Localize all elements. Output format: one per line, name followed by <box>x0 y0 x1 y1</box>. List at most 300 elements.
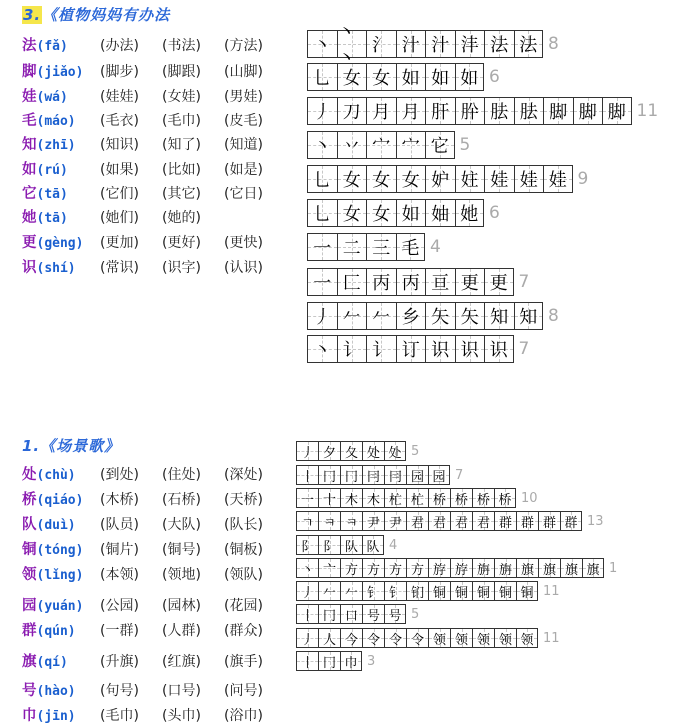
vocab-character: 桥 <box>22 492 37 508</box>
stroke-glyph: 尹 <box>366 515 380 531</box>
vocab-word: (她的) <box>162 210 201 226</box>
stroke-glyph: 女 <box>372 204 391 225</box>
stroke-cell <box>366 165 396 193</box>
stroke-glyph: 铜 <box>520 585 534 601</box>
stroke-glyph: 铜 <box>476 585 490 601</box>
stroke-count: 5 <box>459 135 471 155</box>
stroke-glyph: 冂 <box>322 655 336 671</box>
stroke-count: 5 <box>411 606 420 622</box>
stroke-glyph: 刀 <box>342 102 361 123</box>
stroke-glyph: 斿 <box>454 562 468 578</box>
stroke-cell <box>602 97 632 125</box>
stroke-glyph: ㅋ <box>323 515 336 531</box>
stroke-glyph: 令 <box>366 632 380 648</box>
stroke-glyph: 讠 <box>372 340 391 361</box>
vocab-row <box>22 233 263 253</box>
vocab-character: 更 <box>22 235 37 251</box>
vocab-word: (到处) <box>100 467 139 483</box>
vocab-word: (铜片) <box>100 542 139 558</box>
vocab-word: (办法) <box>100 38 139 54</box>
stroke-glyph: 丿 <box>313 102 332 123</box>
stroke-glyph: 园 <box>410 469 424 485</box>
stroke-glyph: 如 <box>431 68 450 89</box>
stroke-glyph: 木 <box>344 492 358 508</box>
stroke-cell <box>340 511 362 531</box>
stroke-glyph: 肝 <box>431 102 450 123</box>
stroke-glyph: 女 <box>372 68 391 89</box>
stroke-glyph: 识 <box>489 340 508 361</box>
stroke-cell <box>340 604 362 624</box>
vocab-row <box>22 515 263 535</box>
stroke-glyph: 尹 <box>388 515 402 531</box>
stroke-cell <box>337 335 367 363</box>
stroke-glyph: 君 <box>410 515 424 531</box>
stroke-glyph: 旃 <box>476 562 490 578</box>
stroke-glyph: ㅋ <box>345 515 358 531</box>
section1-title <box>22 4 170 25</box>
stroke-cell <box>366 268 396 296</box>
stroke-cell <box>318 604 340 624</box>
stroke-order-grid <box>307 268 529 296</box>
stroke-glyph: 旃 <box>498 562 512 578</box>
stroke-cell <box>450 581 472 601</box>
stroke-cell <box>318 628 340 648</box>
stroke-cell <box>307 30 337 58</box>
stroke-glyph: 夂 <box>344 445 358 461</box>
stroke-cell <box>396 63 426 91</box>
stroke-cell <box>296 558 318 578</box>
vocab-word: (问号) <box>224 683 263 699</box>
vocab-word: (方法) <box>224 38 263 54</box>
stroke-order-grid <box>307 165 588 193</box>
vocab-pinyin: (tóng) <box>36 543 84 558</box>
stroke-glyph: 阝 <box>300 539 314 555</box>
vocab-word: (娃娃) <box>100 89 139 105</box>
stroke-cell <box>428 628 450 648</box>
stroke-cell <box>425 199 455 227</box>
stroke-count: 5 <box>411 443 420 459</box>
stroke-glyph: 铜 <box>454 585 468 601</box>
stroke-count: 7 <box>518 272 530 292</box>
vocab-character: 毛 <box>22 113 37 129</box>
vocab-word: (红旗) <box>162 654 201 670</box>
vocab-row <box>22 596 263 616</box>
vocab-row <box>22 208 201 228</box>
stroke-cell <box>494 581 516 601</box>
stroke-glyph: 丙 <box>401 273 420 294</box>
vocab-word: (毛衣) <box>100 113 139 129</box>
stroke-cell <box>362 488 384 508</box>
vocab-word: (更快) <box>224 235 263 251</box>
stroke-cell <box>455 199 485 227</box>
stroke-glyph: 讠 <box>342 340 361 361</box>
stroke-cell <box>472 558 494 578</box>
stroke-glyph: 女 <box>342 204 361 225</box>
stroke-glyph: 冃 <box>388 469 402 485</box>
stroke-glyph: 一 <box>313 238 332 259</box>
vocab-row <box>22 490 263 510</box>
vocab-word: (群众) <box>224 623 263 639</box>
stroke-cell <box>296 581 318 601</box>
vocab-word: (句号) <box>100 683 139 699</box>
stroke-order-grid <box>296 488 538 508</box>
vocab-character: 群 <box>22 623 37 639</box>
stroke-cell <box>366 63 396 91</box>
stroke-glyph: 桥 <box>432 492 446 508</box>
stroke-cell <box>455 63 485 91</box>
stroke-glyph: 钅 <box>388 585 402 601</box>
stroke-order-grid <box>296 651 375 671</box>
stroke-cell <box>318 535 340 555</box>
stroke-glyph: 冂 <box>322 608 336 624</box>
vocab-character: 巾 <box>22 708 37 724</box>
stroke-cell <box>362 535 384 555</box>
vocab-pinyin: (fǎ) <box>36 39 68 54</box>
stroke-count: 3 <box>367 653 376 669</box>
vocab-character: 她 <box>22 210 37 226</box>
stroke-cell <box>296 488 318 508</box>
stroke-glyph: 汁 <box>401 35 420 56</box>
stroke-glyph: 丙 <box>372 273 391 294</box>
stroke-cell <box>340 558 362 578</box>
vocab-character: 法 <box>22 38 37 54</box>
stroke-glyph: 女 <box>372 170 391 191</box>
stroke-cell <box>406 465 428 485</box>
vocab-word: (脚步) <box>100 64 139 80</box>
stroke-cell <box>560 558 582 578</box>
stroke-glyph: 肸 <box>460 102 479 123</box>
stroke-glyph: 群 <box>542 515 556 531</box>
stroke-glyph: 冂 <box>344 469 358 485</box>
stroke-cell <box>307 233 337 261</box>
vocab-pinyin: (jīn) <box>36 709 76 724</box>
vocab-word: (她们) <box>100 210 139 226</box>
stroke-glyph: 二 <box>342 238 361 259</box>
vocab-pinyin: (gèng) <box>36 236 84 251</box>
vocab-word: (书法) <box>162 38 201 54</box>
stroke-glyph: 知 <box>490 307 509 328</box>
stroke-cell <box>384 558 406 578</box>
vocab-character: 脚 <box>22 64 37 80</box>
stroke-glyph: 口 <box>344 608 358 624</box>
vocab-pinyin: (jiǎo) <box>36 65 84 80</box>
vocab-word: (男娃) <box>224 89 263 105</box>
stroke-cell <box>472 488 494 508</box>
stroke-cell <box>337 131 367 159</box>
stroke-glyph: 巾 <box>344 655 358 671</box>
vocab-character: 园 <box>22 598 37 614</box>
stroke-glyph: 丿 <box>300 445 314 461</box>
stroke-glyph: 乚 <box>313 170 332 191</box>
stroke-cell <box>560 511 582 531</box>
stroke-glyph: 队 <box>344 539 358 555</box>
stroke-cell <box>307 302 337 330</box>
stroke-cell <box>337 165 367 193</box>
vocab-character: 处 <box>22 467 37 483</box>
stroke-glyph: 氵 <box>372 35 391 56</box>
vocab-character: 它 <box>22 186 37 202</box>
stroke-cell <box>337 97 367 125</box>
stroke-cell <box>318 558 340 578</box>
stroke-glyph: 丷 <box>342 136 361 157</box>
stroke-glyph: 领 <box>454 632 468 648</box>
vocab-row <box>22 87 263 107</box>
stroke-cell <box>384 465 406 485</box>
stroke-cell <box>538 511 560 531</box>
vocab-row <box>22 36 263 56</box>
stroke-cell <box>366 131 396 159</box>
vocab-row <box>22 706 263 726</box>
section1-number: 3. <box>23 6 42 24</box>
stroke-order-grid <box>296 604 419 624</box>
stroke-glyph: 三 <box>372 238 391 259</box>
stroke-count: 7 <box>455 467 464 483</box>
stroke-order-grid <box>296 581 560 601</box>
stroke-glyph: 匚 <box>342 273 361 294</box>
stroke-glyph: 十 <box>322 492 336 508</box>
stroke-order-grid <box>296 628 560 648</box>
vocab-word: (头巾) <box>162 708 201 724</box>
stroke-glyph: 更 <box>460 273 479 294</box>
stroke-glyph: 毛 <box>401 238 420 259</box>
vocab-pinyin: (qiáo) <box>36 493 84 508</box>
stroke-cell <box>384 581 406 601</box>
stroke-cell <box>396 30 426 58</box>
stroke-cell <box>396 233 426 261</box>
stroke-glyph: 君 <box>476 515 490 531</box>
vocab-word: (天桥) <box>224 492 263 508</box>
vocab-word: (人群) <box>162 623 201 639</box>
stroke-cell <box>337 302 367 330</box>
vocab-word: (铜板) <box>224 542 263 558</box>
stroke-cell <box>494 511 516 531</box>
vocab-row <box>22 465 263 485</box>
stroke-glyph: 宀 <box>401 136 420 157</box>
vocab-word: (脚跟) <box>162 64 201 80</box>
vocab-word: (女娃) <box>162 89 201 105</box>
stroke-cell <box>396 302 426 330</box>
stroke-cell <box>425 131 455 159</box>
stroke-glyph: 号 <box>388 608 402 624</box>
stroke-glyph: 丶丶 <box>337 22 356 69</box>
stroke-cell <box>318 465 340 485</box>
stroke-glyph: 方 <box>410 562 424 578</box>
vocab-character: 如 <box>22 162 37 178</box>
stroke-cell <box>450 558 472 578</box>
vocab-pinyin: (wá) <box>36 90 68 105</box>
stroke-glyph: 领 <box>476 632 490 648</box>
stroke-glyph: 旗 <box>520 562 534 578</box>
vocab-word: (它们) <box>100 186 139 202</box>
stroke-glyph: 亠 <box>322 562 336 578</box>
stroke-order-grid <box>307 97 658 125</box>
stroke-cell <box>307 165 337 193</box>
stroke-glyph: 脚 <box>578 102 597 123</box>
vocab-word: (比如) <box>162 162 201 178</box>
stroke-glyph: 乡 <box>401 307 420 328</box>
stroke-glyph: 娃 <box>519 170 538 191</box>
stroke-count: 4 <box>430 237 441 257</box>
vocab-row <box>22 565 263 585</box>
section2-number: 1. <box>22 437 41 455</box>
stroke-glyph: 群 <box>564 515 578 531</box>
stroke-glyph: 铜 <box>432 585 446 601</box>
stroke-cell <box>450 511 472 531</box>
stroke-cell <box>384 441 406 461</box>
stroke-glyph: 桥 <box>476 492 490 508</box>
stroke-count: 10 <box>521 490 538 506</box>
stroke-glyph: 脚 <box>607 102 626 123</box>
stroke-glyph: 今 <box>344 632 358 648</box>
stroke-cell <box>396 335 426 363</box>
stroke-cell <box>484 268 514 296</box>
stroke-order-grid <box>307 302 559 330</box>
stroke-cell <box>516 581 538 601</box>
vocab-word: (皮毛) <box>224 113 263 129</box>
vocab-character: 知 <box>22 137 37 153</box>
stroke-cell <box>428 511 450 531</box>
section2-title <box>22 435 120 456</box>
stroke-cell <box>318 488 340 508</box>
vocab-word: (大队) <box>162 517 201 533</box>
stroke-glyph: 领 <box>432 632 446 648</box>
stroke-glyph: 领 <box>520 632 534 648</box>
stroke-cell <box>428 581 450 601</box>
stroke-cell <box>307 63 337 91</box>
vocab-row <box>22 540 263 560</box>
vocab-word: (知了) <box>162 137 201 153</box>
stroke-cell <box>340 535 362 555</box>
stroke-count: 7 <box>518 339 530 359</box>
vocab-word: (如果) <box>100 162 139 178</box>
stroke-glyph: 矢 <box>460 307 479 328</box>
stroke-cell <box>582 558 604 578</box>
stroke-glyph: 夕 <box>322 445 336 461</box>
stroke-cell <box>362 441 384 461</box>
stroke-glyph: 法 <box>519 35 538 56</box>
stroke-glyph: 订 <box>401 340 420 361</box>
vocab-pinyin: (tā) <box>36 211 68 226</box>
vocab-row <box>22 681 263 701</box>
stroke-glyph: 铜 <box>498 585 512 601</box>
vocab-pinyin: (máo) <box>36 114 76 129</box>
stroke-cell <box>337 22 367 69</box>
stroke-cell <box>362 511 384 531</box>
stroke-cell <box>425 30 455 58</box>
stroke-cell <box>538 558 560 578</box>
stroke-glyph: 桥 <box>498 492 512 508</box>
stroke-cell <box>396 165 426 193</box>
vocab-word: (住处) <box>162 467 201 483</box>
stroke-cell <box>366 335 396 363</box>
stroke-cell <box>366 199 396 227</box>
stroke-glyph: 丿 <box>313 307 332 328</box>
stroke-order-grid <box>307 63 500 91</box>
stroke-glyph: 女 <box>342 170 361 191</box>
stroke-glyph: 丶 <box>313 35 332 56</box>
stroke-glyph: 一 <box>300 492 314 508</box>
vocab-word: (领队) <box>224 567 263 583</box>
stroke-cell <box>455 302 485 330</box>
vocab-character: 旗 <box>22 654 37 670</box>
stroke-order-grid <box>307 199 500 227</box>
stroke-glyph: 亘 <box>431 273 450 294</box>
stroke-cell <box>428 465 450 485</box>
vocab-word: (其它) <box>162 186 201 202</box>
stroke-glyph: 园 <box>432 469 446 485</box>
stroke-glyph: 妒 <box>431 170 450 191</box>
stroke-glyph: 斿 <box>432 562 446 578</box>
vocab-pinyin: (zhī) <box>36 138 76 153</box>
vocab-character: 队 <box>22 517 37 533</box>
stroke-cell <box>396 268 426 296</box>
vocab-word: (识字) <box>162 260 201 276</box>
stroke-cell <box>362 604 384 624</box>
vocab-word: (如是) <box>224 162 263 178</box>
stroke-cell <box>296 604 318 624</box>
stroke-glyph: 乚 <box>313 204 332 225</box>
stroke-glyph: 旗 <box>542 562 556 578</box>
vocab-word: (浴巾) <box>224 708 263 724</box>
stroke-glyph: 君 <box>454 515 468 531</box>
stroke-glyph: 阝 <box>322 539 336 555</box>
vocab-word: (公园) <box>100 598 139 614</box>
stroke-glyph: 旗 <box>586 562 600 578</box>
stroke-cell <box>455 97 485 125</box>
stroke-cell <box>514 165 544 193</box>
stroke-cell <box>514 30 544 58</box>
vocab-word: (旗手) <box>224 654 263 670</box>
stroke-cell <box>296 465 318 485</box>
stroke-order-grid <box>296 558 617 578</box>
vocab-pinyin: (rú) <box>36 163 68 178</box>
stroke-cell <box>543 97 573 125</box>
vocab-pinyin: (chù) <box>36 468 76 483</box>
stroke-order-grid <box>307 22 559 69</box>
stroke-cell <box>425 302 455 330</box>
stroke-cell <box>307 268 337 296</box>
vocab-pinyin: (hào) <box>36 684 76 699</box>
vocab-word: (更加) <box>100 235 139 251</box>
stroke-glyph: 钔 <box>410 585 424 601</box>
stroke-glyph: 胠 <box>490 102 509 123</box>
stroke-glyph: 一 <box>313 273 332 294</box>
stroke-cell <box>318 581 340 601</box>
stroke-cell <box>494 628 516 648</box>
vocab-pinyin: (tā) <box>36 187 68 202</box>
stroke-glyph: 矢 <box>431 307 450 328</box>
stroke-cell <box>384 604 406 624</box>
stroke-cell <box>514 97 544 125</box>
stroke-glyph: 𠂉 <box>342 307 361 328</box>
vocab-word: (口号) <box>162 683 201 699</box>
stroke-cell <box>494 558 516 578</box>
stroke-cell <box>340 441 362 461</box>
vocab-word: (更好) <box>162 235 201 251</box>
stroke-cell <box>362 581 384 601</box>
stroke-glyph: 妯 <box>431 204 450 225</box>
vocab-word: (常识) <box>100 260 139 276</box>
stroke-cell <box>366 233 396 261</box>
stroke-glyph: 桥 <box>454 492 468 508</box>
stroke-order-grid <box>307 131 470 159</box>
stroke-glyph: 胠 <box>519 102 538 123</box>
stroke-glyph: 如 <box>401 204 420 225</box>
stroke-glyph: 处 <box>388 445 402 461</box>
stroke-glyph: 更 <box>489 273 508 294</box>
stroke-cell <box>516 628 538 648</box>
stroke-count: 9 <box>577 169 589 189</box>
